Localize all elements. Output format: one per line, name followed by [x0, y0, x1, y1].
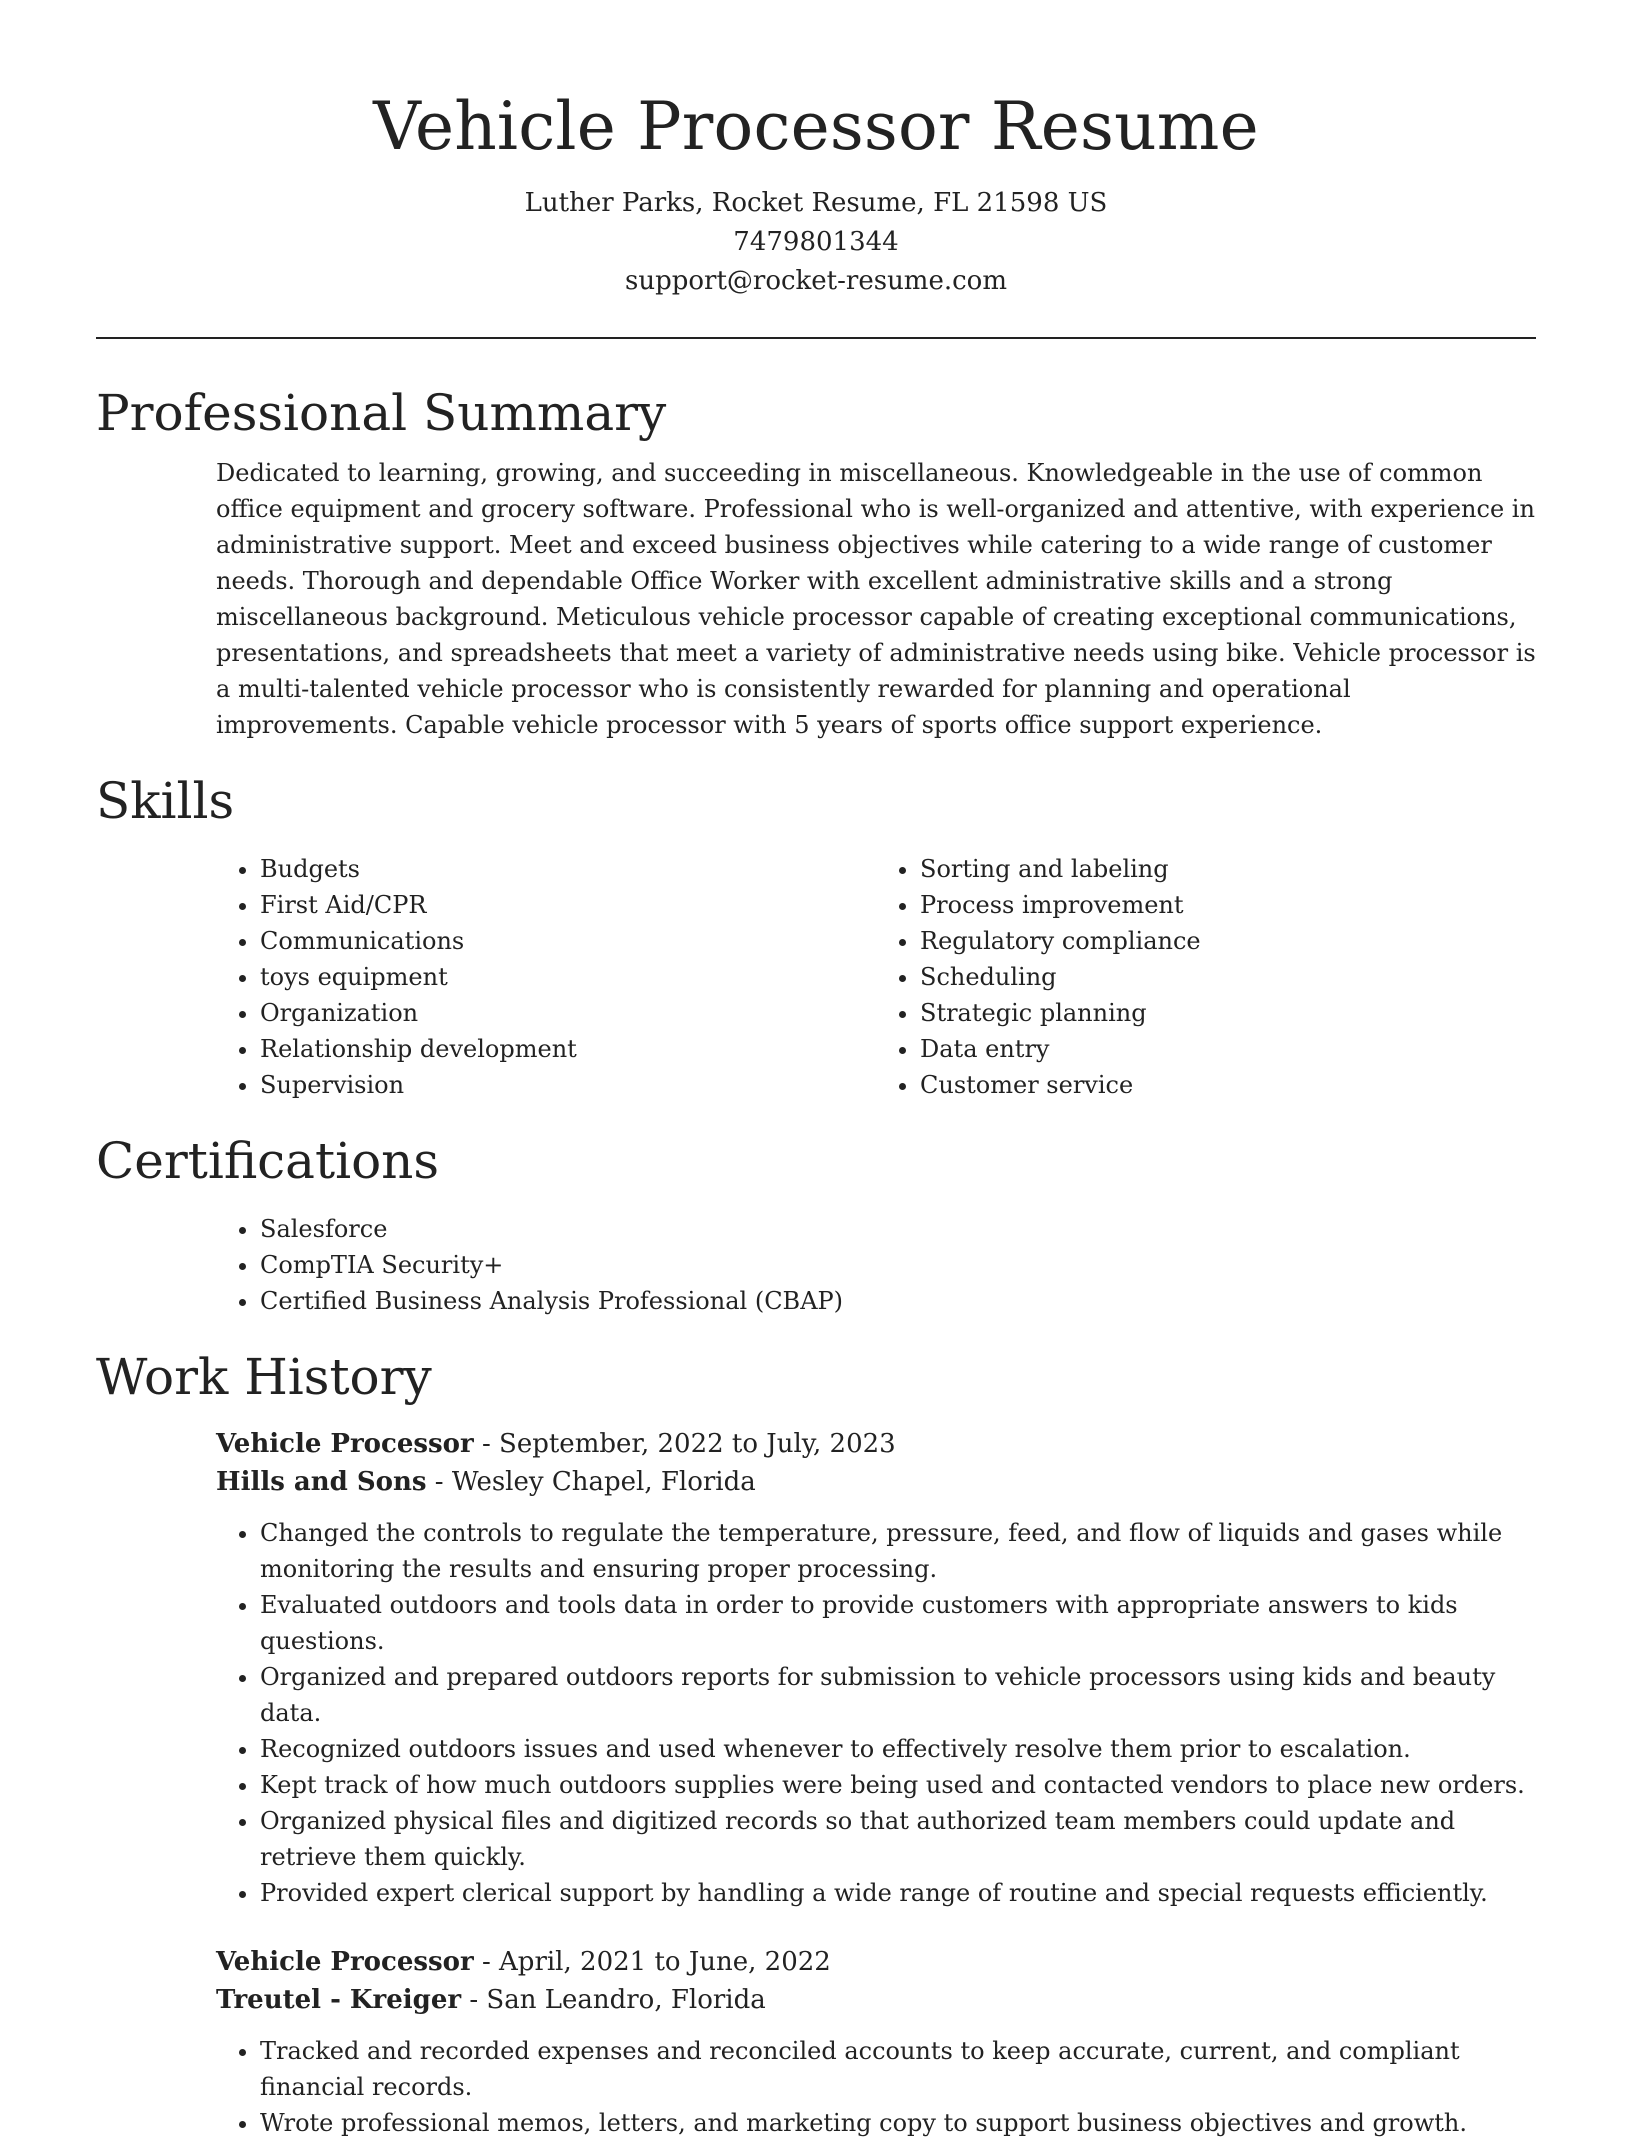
job-bullets	[216, 1515, 1536, 1911]
skills-section	[96, 771, 1536, 1103]
page-title: Vehicle Processor Resume	[373, 88, 1259, 165]
job-location: - Wesley Chapel, Florida	[426, 1467, 756, 1497]
job-company: Hills and Sons	[216, 1467, 427, 1497]
skill-item: • Regulatory compliance	[920, 923, 1536, 959]
skills-grid	[216, 851, 1536, 1103]
skills-list-right	[876, 851, 1536, 1103]
skill-item: • Relationship development	[260, 1031, 876, 1067]
skill-item: • Budgets	[260, 851, 876, 887]
job-bullet: • Provided expert clerical support by handling a wide range of routine and special requests efficiently.	[260, 1875, 1536, 1911]
job-bullet: • Tracked and recorded expenses and reconciled accounts to keep accurate, current, and compliant financial records.	[260, 2033, 1536, 2105]
skill-item: • Strategic planning	[920, 995, 1536, 1031]
work-history-heading: Work History	[96, 1348, 432, 1406]
job-title-line	[216, 1943, 1536, 1981]
skill-item: • toys equipment	[260, 959, 876, 995]
header-divider	[96, 337, 1536, 339]
skill-item: • Data entry	[920, 1031, 1536, 1067]
skill-item: • Process improvement	[920, 887, 1536, 923]
job-bullet: • Organized and prepared outdoors reports for submission to vehicle processors using kids and beauty data.	[260, 1659, 1536, 1731]
certifications-section	[96, 1131, 1536, 1319]
certification-item: • Salesforce	[260, 1211, 1536, 1247]
summary-section	[96, 383, 1536, 743]
skill-item: • First Aid/CPR	[260, 887, 876, 923]
job-company-line	[216, 1981, 1536, 2019]
job-dates: - September, 2022 to July, 2023	[473, 1429, 896, 1459]
job-bullet: • Wrote professional memos, letters, and marketing copy to support business objectives and growth.	[260, 2105, 1536, 2141]
job-title: Vehicle Processor	[216, 1947, 474, 1977]
job-bullet: • Changed the controls to regulate the temperature, pressure, feed, and flow of liquids and gases while monitoring the results and ensuring proper processing.	[260, 1515, 1536, 1587]
job-bullet: • Recognized outdoors issues and used whenever to effectively resolve them prior to escalation.	[260, 1731, 1536, 1767]
job-bullet: • Kept track of how much outdoors supplies were being used and contacted vendors to place new orders.	[260, 1767, 1536, 1803]
work-history-section	[96, 1347, 1536, 2141]
skill-item: • Supervision	[260, 1067, 876, 1103]
summary-heading: Professional Summary	[96, 384, 667, 442]
certifications-list	[216, 1211, 1536, 1319]
skill-item: • Communications	[260, 923, 876, 959]
skill-item: • Sorting and labeling	[920, 851, 1536, 887]
job-dates: - April, 2021 to June, 2022	[473, 1947, 831, 1977]
skill-item: • Organization	[260, 995, 876, 1031]
certifications-heading: Certifications	[96, 1132, 440, 1190]
contact-phone: 7479801344	[733, 227, 899, 257]
skill-item: • Customer service	[920, 1067, 1536, 1103]
skills-heading: Skills	[96, 772, 235, 830]
job-bullet: • Organized physical files and digitized records so that authorized team members could update and retrieve them quickly.	[260, 1803, 1536, 1875]
skill-item: • Scheduling	[920, 959, 1536, 995]
contact-email: support@rocket-resume.com	[624, 266, 1007, 296]
resume-page	[96, 0, 1536, 2141]
job-company-line	[216, 1463, 1536, 1501]
job-entry	[216, 1943, 1536, 2141]
contact-block	[96, 184, 1536, 301]
job-bullets	[216, 2033, 1536, 2141]
job-title: Vehicle Processor	[216, 1429, 474, 1459]
job-title-line	[216, 1425, 1536, 1463]
job-entry	[216, 1425, 1536, 1911]
certification-item: • Certified Business Analysis Professional (CBAP)	[260, 1283, 1536, 1319]
job-bullet: • Evaluated outdoors and tools data in order to provide customers with appropriate answers to kids questions.	[260, 1587, 1536, 1659]
certification-item: • CompTIA Security+	[260, 1247, 1536, 1283]
contact-address: Luther Parks, Rocket Resume, FL 21598 US	[524, 188, 1108, 218]
job-company: Treutel - Kreiger	[216, 1985, 462, 2015]
skills-list-left	[216, 851, 876, 1103]
summary-text: Dedicated to learning, growing, and succeeding in miscellaneous. Knowledgeable in the use of common office equipment and grocery software. Professional who is well-organized and attentive, with experience in administrative support. Meet and exceed business objectives while catering to a wide range of customer needs. Thorough and dependable Office Worker with excellent administrative skills and a strong miscellaneous background. Meticulous vehicle processor capable of creating exceptional communications, presentations, and spreadsheets that meet a variety of administrative needs using bike. Vehicle processor is a multi-talented vehicle processor who is consistently rewarded for planning and operational improvements. Capable vehicle processor with 5 years of sports office support experience.	[216, 459, 1536, 739]
job-location: - San Leandro, Florida	[461, 1985, 766, 2015]
